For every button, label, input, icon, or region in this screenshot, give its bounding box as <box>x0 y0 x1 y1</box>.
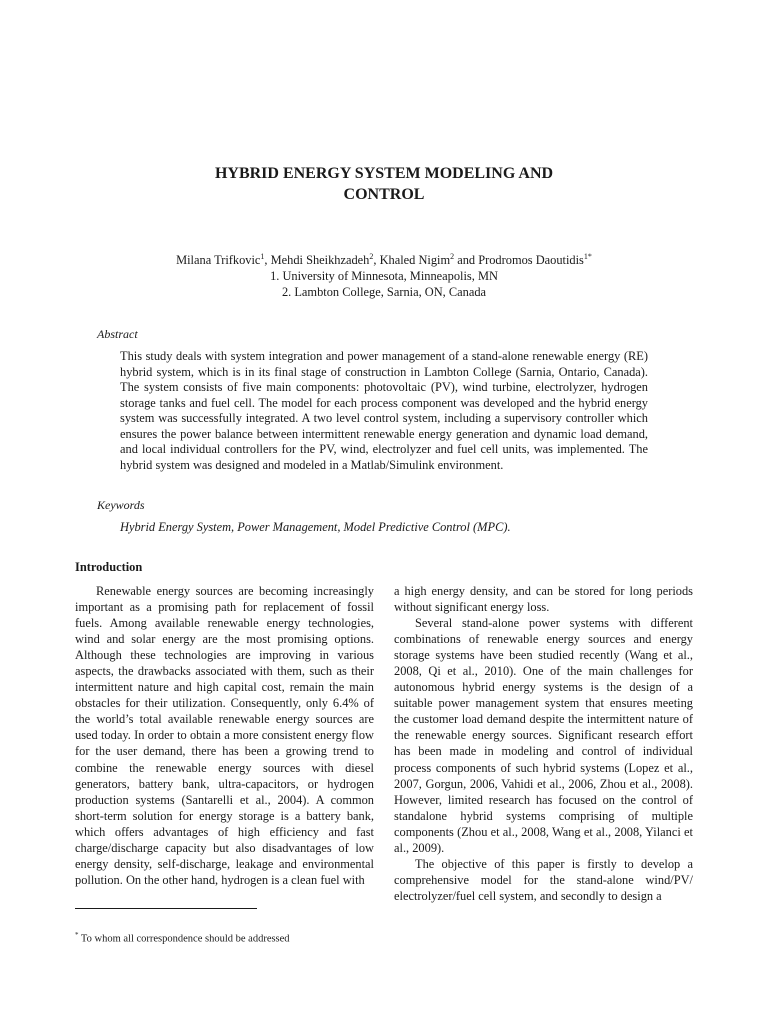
author-4: and Prodromos Daoutidis <box>454 253 584 268</box>
abstract-text: This study deals with system integration and power management of a stand-alone renewable energy (RE) hybrid system, which is in its final stage of construction in Lambton College (Sarnia, Ontario, Canada). The system consists of five main components: photovoltaic (PV), wind turbine, electrolyzer, hydrogen storage tanks and fuel cell. The model for each process component was developed and the hybrid energy system was successfully integrated. A two level control system, including a supervisory controller which ensures the power balance between intermittent renewable energy generation and dynamic load demand, and local individual controllers for the PV, wind, electrolyzer and fuel cell units, was implemented. The hybrid system was designed and modeled in a Matlab/Simulink environment. <box>120 349 648 472</box>
author-list <box>100 249 668 268</box>
paper-title <box>150 163 618 205</box>
footnote-divider <box>75 908 257 909</box>
title-line-2: CONTROL <box>343 186 425 203</box>
title-line-1: HYBRID ENERGY SYSTEM MODELING AND <box>214 165 554 182</box>
author-3: , Khaled Nigim <box>373 253 451 268</box>
affiliation-2: 2. Lambton College, Sarnia, ON, Canada <box>281 285 487 300</box>
introduction-heading: Introduction <box>75 560 143 574</box>
author-2: , Mehdi Sheikhzadeh <box>264 253 370 268</box>
keywords-text: Hybrid Energy System, Power Management, Model Predictive Control (MPC). <box>120 520 511 534</box>
footnote-text: To whom all correspondence should be addressed <box>78 933 290 945</box>
author-4-affiliation-mark: 1* <box>583 252 592 261</box>
author-3-affiliation-mark: 2 <box>450 252 455 261</box>
keywords-label: Keywords <box>97 498 145 512</box>
intro-paragraph-1-continued: a high energy density, and can be stored for long periods without significant energy loss. <box>394 584 693 615</box>
author-block <box>100 249 668 300</box>
author-1-affiliation-mark: 1 <box>260 252 265 261</box>
footnote-mark: * <box>75 931 79 939</box>
left-column <box>75 583 374 888</box>
intro-paragraph-1: Renewable energy sources are becoming increasingly important as a promising path for replacement of fossil fuels. Among available renewable energy technologies, wind and solar energy are the most promising options. Although these technologies are improving in various aspects, the drawbacks associated with them, such as their intermittent nature and high capital cost, remain the main obstacles for their utilization. Consequently, only 6.4% of the world’s total available renewable energy sources are used today. In order to obtain a more consistent energy flow for the user demand, there has been a growing trend to combine the renewable energy sources with diesel generators, battery bank, ultra-capacitors, or hydrogen production systems (Santarelli et al., 2004). A common short-term solution for energy storage is a battery bank, which offers advantages of high efficiency and fast charge/discharge capacity but also disadvantages of low energy density, self-discharge, leakage and environmental pollution. On the other hand, hydrogen is a clean fuel with <box>75 584 374 887</box>
footnote <box>75 931 290 945</box>
author-1: Milana Trifkovic <box>176 253 261 268</box>
author-2-affiliation-mark: 2 <box>369 252 374 261</box>
intro-paragraph-3: The objective of this paper is firstly to develop a comprehensive model for the stand-alone wind/PV/ electrolyzer/fuel cell system, and secondly to design a <box>394 856 693 903</box>
right-column <box>394 583 693 904</box>
abstract-label: Abstract <box>97 327 138 341</box>
intro-paragraph-2: Several stand-alone power systems with different combinations of renewable energy sources and energy storage systems have been studied recently (Wang et al., 2008, Qi et al., 2010). One of the main challenges for autonomous hybrid energy systems is the design of a suitable power management system that ensures meeting the customer load demand despite the intermittent nature of the renewable energy sources. Significant research effort has been made in modeling and control of individual process components of such hybrid systems (Lopez et al., 2007, Gorgun, 2006, Vahidi et al., 2006, Zhou et al., 2008). However, limited research has focused on the control of standalone hybrid systems comprising of multiple components (Zhou et al., 2008, Wang et al., 2008, Yilanci et al., 2009). <box>394 616 693 855</box>
affiliation-1: 1. University of Minnesota, Minneapolis, MN <box>270 269 498 284</box>
